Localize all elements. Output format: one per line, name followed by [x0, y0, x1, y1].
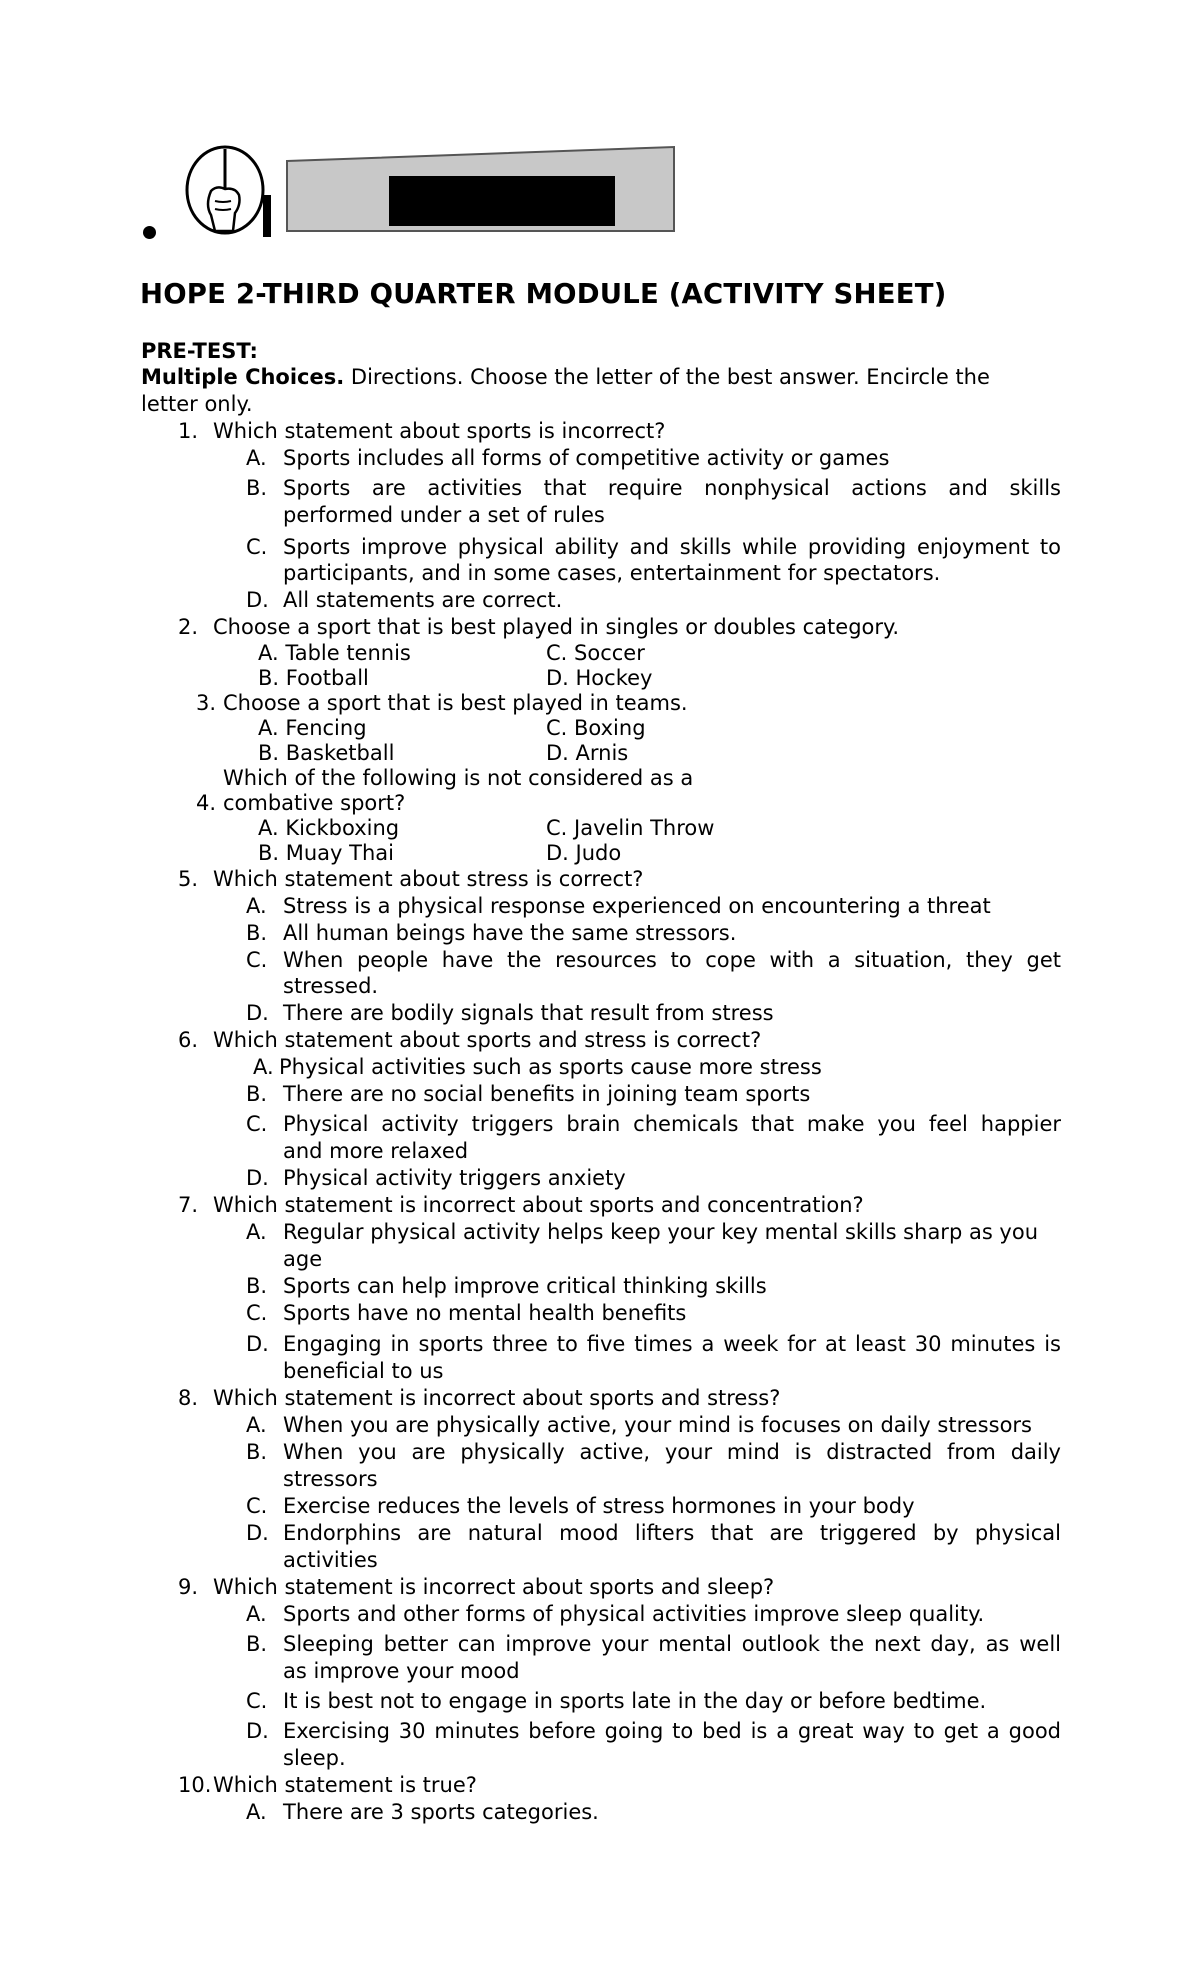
question-text-cont: combative sport? [223, 791, 406, 815]
option-letter: D. [246, 1521, 269, 1545]
directions-text: Directions. Choose the letter of the best answer. Encircle the [350, 365, 990, 389]
option-letter: B. [246, 921, 268, 945]
option-text: All human beings have the same stressors. [283, 921, 737, 945]
option-text: All statements are correct. [283, 588, 563, 612]
option-letter: A. [246, 1800, 267, 1824]
question-number: 10. [178, 1773, 212, 1797]
option-text: It is best not to engage in sports late in the day or before bedtime. [283, 1689, 987, 1713]
option-letter: B. [246, 1274, 268, 1298]
option-cell: A. Fencing [258, 716, 367, 740]
option-letter: C. [246, 1689, 268, 1713]
option-letter: C. [246, 1301, 268, 1325]
option-text: Exercising 30 minutes before going to bed is a great way to get a good [283, 1719, 1061, 1743]
question-text: Choose a sport that is best played in teams. [223, 691, 688, 715]
option-letter: B. [246, 476, 268, 500]
question-text: Which statement is incorrect about sports and stress? [213, 1386, 781, 1410]
option-letter: C. [246, 1112, 268, 1136]
option-letter: A. [246, 1602, 267, 1626]
question-number: 2. [178, 615, 199, 639]
question-text: Choose a sport that is best played in singles or doubles category. [213, 615, 900, 639]
question-number: 7. [178, 1193, 199, 1217]
question-number: 9. [178, 1575, 199, 1599]
option-cell: D. Hockey [546, 666, 653, 690]
option-text-cont: stressors [283, 1467, 378, 1491]
header-logo [185, 145, 685, 245]
option-text-cont: age [283, 1247, 323, 1271]
question-number: 3. [196, 691, 217, 715]
option-letter: D. [246, 588, 269, 612]
option-cell: B. Basketball [258, 741, 395, 765]
option-letter: D. [246, 1719, 269, 1743]
option-cell: D. Judo [546, 841, 622, 865]
option-text: When you are physically active, your mind is distracted from daily [283, 1440, 1061, 1464]
option-text: Sports can help improve critical thinking skills [283, 1274, 767, 1298]
option-letter: D. [246, 1166, 269, 1190]
option-cell: D. Arnis [546, 741, 629, 765]
option-text: There are bodily signals that result from stress [283, 1001, 774, 1025]
option-text: Sports improve physical ability and skills while providing enjoyment to [283, 535, 1061, 559]
question-number: 6. [178, 1028, 199, 1052]
option-letter: C. [246, 1494, 268, 1518]
option-text: Sports includes all forms of competitive activity or games [283, 446, 890, 470]
question-number: 1. [178, 419, 199, 443]
option-text-cont: participants, and in some cases, entertainment for spectators. [283, 561, 941, 585]
option-text-cont: as improve your mood [283, 1659, 520, 1683]
option-letter: D. [246, 1332, 269, 1356]
option-letter: A. [246, 1413, 267, 1437]
option-letter: B. [246, 1082, 268, 1106]
question-text: Which statement is incorrect about sports and concentration? [213, 1193, 864, 1217]
option-letter: C. [246, 948, 268, 972]
option-text: Physical activities such as sports cause more stress [279, 1055, 822, 1079]
directions-line-1 [141, 364, 990, 390]
option-cell: C. Javelin Throw [546, 816, 715, 840]
option-text-cont: sleep. [283, 1746, 346, 1770]
multiple-choices-label: Multiple Choices. [141, 365, 345, 389]
question-text: Which of the following is not considered as a [223, 766, 694, 790]
option-text: Sports and other forms of physical activities improve sleep quality. [283, 1602, 985, 1626]
option-cell: A. Kickboxing [258, 816, 400, 840]
header-banner [287, 147, 674, 231]
option-text-cont: and more relaxed [283, 1139, 469, 1163]
option-text: Physical activity triggers anxiety [283, 1166, 626, 1190]
option-text: Exercise reduces the levels of stress hormones in your body [283, 1494, 915, 1518]
option-text: Engaging in sports three to five times a week for at least 30 minutes is [283, 1332, 1061, 1356]
pretest-heading: PRE-TEST: [141, 339, 258, 363]
question-number: 8. [178, 1386, 199, 1410]
directions-line-2: letter only. [141, 392, 253, 416]
question-number: 5. [178, 867, 199, 891]
option-letter: B. [246, 1632, 268, 1656]
hand-holding-pen-icon [187, 147, 271, 237]
option-text: Sports have no mental health benefits [283, 1301, 687, 1325]
option-letter: A. [253, 1055, 274, 1079]
question-number: 4. [196, 791, 217, 815]
option-cell: C. Boxing [546, 716, 646, 740]
option-text: When people have the resources to cope with a situation, they get [283, 948, 1061, 972]
option-cell: B. Muay Thai [258, 841, 394, 865]
option-text: There are 3 sports categories. [283, 1800, 599, 1824]
option-text: There are no social benefits in joining team sports [283, 1082, 811, 1106]
option-text: Physical activity triggers brain chemicals that make you feel happier [283, 1112, 1061, 1136]
option-text-cont: activities [283, 1548, 378, 1572]
option-text: Stress is a physical response experienced on encountering a threat [283, 894, 991, 918]
option-cell: C. Soccer [546, 641, 645, 665]
question-text: Which statement is incorrect about sports and sleep? [213, 1575, 775, 1599]
option-letter: A. [246, 1220, 267, 1244]
question-text: Which statement about sports is incorrect? [213, 419, 666, 443]
option-letter: A. [246, 446, 267, 470]
question-text: Which statement about sports and stress is correct? [213, 1028, 762, 1052]
option-text: Regular physical activity helps keep your key mental skills sharp as you [283, 1220, 1039, 1244]
option-letter: B. [246, 1440, 268, 1464]
option-text: Sleeping better can improve your mental outlook the next day, as well [283, 1632, 1061, 1656]
option-text-cont: performed under a set of rules [283, 503, 605, 527]
option-text: Endorphins are natural mood lifters that are triggered by physical [283, 1521, 1061, 1545]
page-title: HOPE 2-THIRD QUARTER MODULE (ACTIVITY SHEET) [140, 278, 947, 310]
option-letter: D. [246, 1001, 269, 1025]
option-letter: C. [246, 535, 268, 559]
option-letter: A. [246, 894, 267, 918]
bullet-point [143, 226, 156, 239]
option-cell: A. Table tennis [258, 641, 411, 665]
redacted-box [389, 176, 615, 226]
option-text: When you are physically active, your mind is focuses on daily stressors [283, 1413, 1032, 1437]
question-text: Which statement is true? [213, 1773, 477, 1797]
question-text: Which statement about stress is correct? [213, 867, 644, 891]
option-text-cont: beneficial to us [283, 1359, 444, 1383]
option-text: Sports are activities that require nonphysical actions and skills [283, 476, 1061, 500]
option-text-cont: stressed. [283, 974, 379, 998]
option-cell: B. Football [258, 666, 369, 690]
